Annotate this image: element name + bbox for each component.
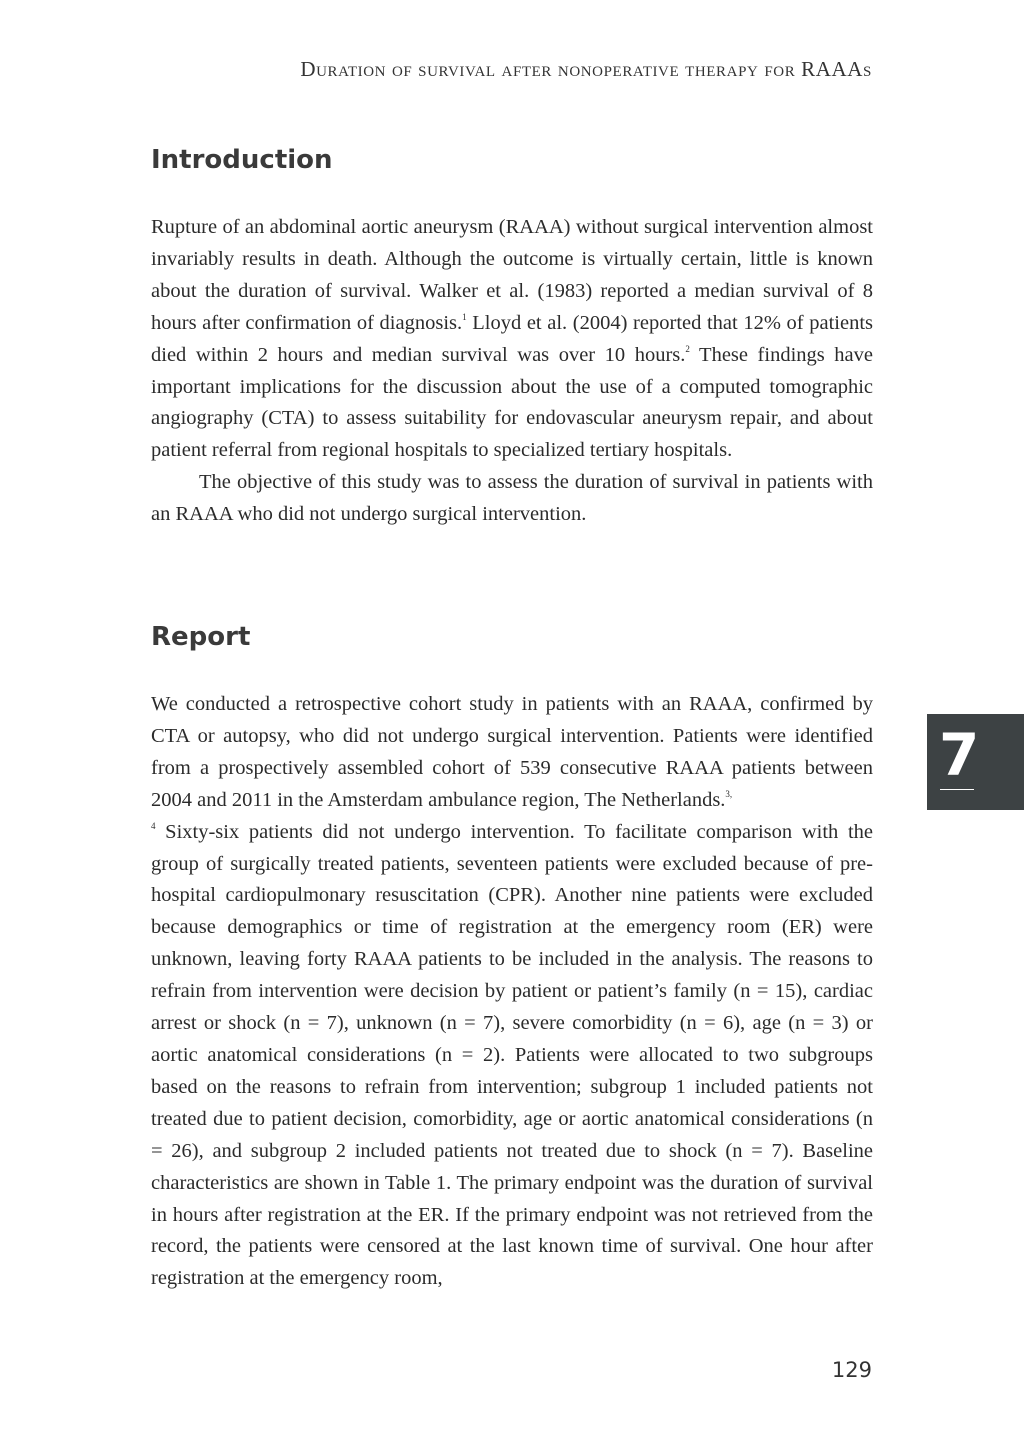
chapter-tab	[927, 714, 1024, 810]
report-paragraph-1	[151, 689, 873, 1295]
intro-text-part-3: These findings have important implications for the discussion about the use of a computed tomographic angiography (CTA) to assess suitability for endovascular aneurysm repair, and about patient referral from regional hospitals to specialized tertiary hospitals.	[151, 343, 873, 462]
intro-text-part-1: Rupture of an abdominal aortic aneurysm (RAAA) without surgical intervention almost invariably results in death. Although the outcome is virtually certain, little is known about the duration of survival. Walker et al. (1983) reported a median survival of 8 hours after confirmation of diagnosis.	[151, 216, 873, 334]
introduction-paragraph-2: The objective of this study was to assess the duration of survival in patients with an RAAA who did not undergo surgical intervention.	[151, 471, 873, 526]
reference-3: 3,	[725, 788, 733, 799]
running-header: Duration of survival after nonoperative therapy for RAAAs	[300, 57, 872, 81]
reference-2: 2	[685, 343, 690, 354]
page-number: 129	[831, 1358, 872, 1382]
report-text-part-2: Sixty-six patients did not undergo intervention. To facilitate comparison with the group of surgically treated patients, seventeen patients were excluded because of pre-hospital cardiopulmonary resuscitation (CPR). Another nine patients were excluded because demographics or time of registration at the emergency room (ER) were unknown, leaving forty RAAA patients to be included in the analysis. The reasons to refrain from intervention were decision by patient or patient’s family (n = 15), cardiac arrest or shock (n = 7), unknown (n = 7), severe comorbidity (n = 6), age (n = 3) or aortic anatomical considerations (n = 2). Patients were allocated to two subgroups based on the reasons to refrain from intervention; subgroup 1 included patients not treated due to patient decision, comorbidity, age or aortic anatomical considerations (n = 26), and subgroup 2 included patients not treated due to shock (n = 7). Baseline characteristics are shown in Table 1. The primary endpoint was the duration of survival in hours after registration at the ER. If the primary endpoint was not retrieved from the record, the patients were censored at the last known time of survival. One hour after registration at the emergency room,	[151, 820, 873, 1290]
intro-text-part-2: Lloyd et al. (2004) reported that 12% of patients died within 2 hours and median survival was over 10 hours.	[151, 311, 873, 366]
introduction-heading: Introduction	[151, 145, 333, 175]
introduction-paragraph-1	[151, 212, 873, 467]
chapter-underline	[940, 789, 974, 790]
chapter-number: 7	[939, 721, 980, 789]
introduction-body	[151, 212, 873, 531]
report-text-part-1: We conducted a retrospective cohort study in patients with an RAAA, confirmed by CTA or autopsy, who did not undergo surgical intervention. Patients were identified from a prospectively assembled cohort of 539 consecutive RAAA patients between 2004 and 2011 in the Amsterdam ambulance region, The Netherlands.	[151, 693, 873, 811]
report-body	[151, 689, 873, 1295]
reference-1: 1	[462, 311, 467, 322]
report-heading: Report	[151, 622, 251, 652]
reference-4: 4	[151, 820, 156, 831]
